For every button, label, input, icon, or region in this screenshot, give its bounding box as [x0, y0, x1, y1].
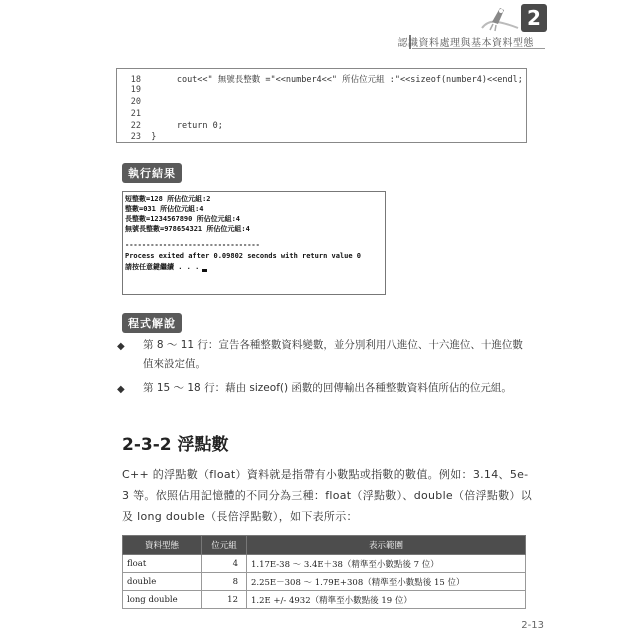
table-row: [123, 555, 526, 573]
header-rule: [412, 48, 545, 49]
explain-label: 程式解說: [122, 313, 182, 333]
page-number: 2-13: [521, 620, 544, 631]
column-header: 位元組: [202, 536, 247, 555]
console-line: Process exited after 0.09802 seconds with return value 0: [125, 252, 362, 260]
table-cell: 8: [202, 573, 247, 591]
chapter-title: 認識資料處理與基本資料型態: [397, 38, 534, 49]
table-row: [123, 573, 526, 591]
console-line: 短整數=128 所佔位元組:2: [125, 195, 211, 203]
table-header-row: [123, 536, 526, 555]
diamond-bullet-icon: ◆: [117, 384, 125, 395]
console-output: [122, 191, 386, 295]
cursor-icon: [202, 269, 207, 272]
table-cell: 2.25E－308 ～ 1.79E+308（精準至小數點後 15 位）: [247, 573, 526, 591]
bullet-text: 第 8 ～ 11 行：宣告各種整數資料變數，並分別利用八進位、十六進位、十進位數值來設定值。: [143, 339, 523, 370]
table-cell: double: [123, 573, 202, 591]
code-line: 21: [130, 109, 141, 119]
table-cell: 1.2E +/- 4932（精準至小數點後 19 位）: [247, 591, 526, 609]
code-line: 18 cout<<" 無號長整數 ="<<number4<<" 所佔位元組 :"<<sizeof(number4)<<endl;: [130, 75, 523, 85]
table-cell: long double: [123, 591, 202, 609]
console-line: 長整數=1234567890 所佔位元組:4: [125, 215, 241, 223]
page-header: [0, 0, 640, 58]
float-types-table: [122, 535, 526, 609]
table-cell: 12: [202, 591, 247, 609]
code-listing: [116, 68, 527, 143]
result-label: 執行結果: [122, 163, 182, 183]
code-line: 20: [130, 97, 141, 107]
column-header: 資料型態: [123, 536, 202, 555]
table-row: [123, 591, 526, 609]
section-heading: 2-3-2 浮點數: [122, 435, 229, 455]
diamond-bullet-icon: ◆: [117, 341, 125, 352]
bullet-text: 第 15 ～ 18 行：藉由 sizeof() 函數的回傳輸出各種整數資料值所佔的位元組。: [143, 382, 512, 394]
console-line: 整數=031 所佔位元組:4: [125, 205, 204, 213]
console-line: 請按任意鍵繼續 . . .: [125, 262, 207, 272]
code-line: 22 return 0;: [130, 121, 223, 131]
section-paragraph: C++ 的浮點數（float）資料就是指帶有小數點或指數的數值。例如：3.14、5e-3 等。依照佔用記憶體的不同分為三種：float（浮點數）、double（倍浮點數）以及 long double（長倍浮點數），如下表所示：: [122, 468, 533, 523]
code-line: 19: [130, 85, 141, 95]
table-cell: float: [123, 555, 202, 573]
console-line: --------------------------------: [125, 241, 260, 249]
table-cell: 1.17E-38 ～ 3.4E＋38（精準至小數點後 7 位）: [247, 555, 526, 573]
console-line: 無號長整數=978654321 所佔位元組:4: [125, 225, 250, 233]
chapter-badge: 2: [521, 4, 547, 32]
table-cell: 4: [202, 555, 247, 573]
column-header: 表示範圍: [247, 536, 526, 555]
code-line: 23 }: [130, 132, 157, 142]
rocket-icon: [478, 2, 520, 34]
